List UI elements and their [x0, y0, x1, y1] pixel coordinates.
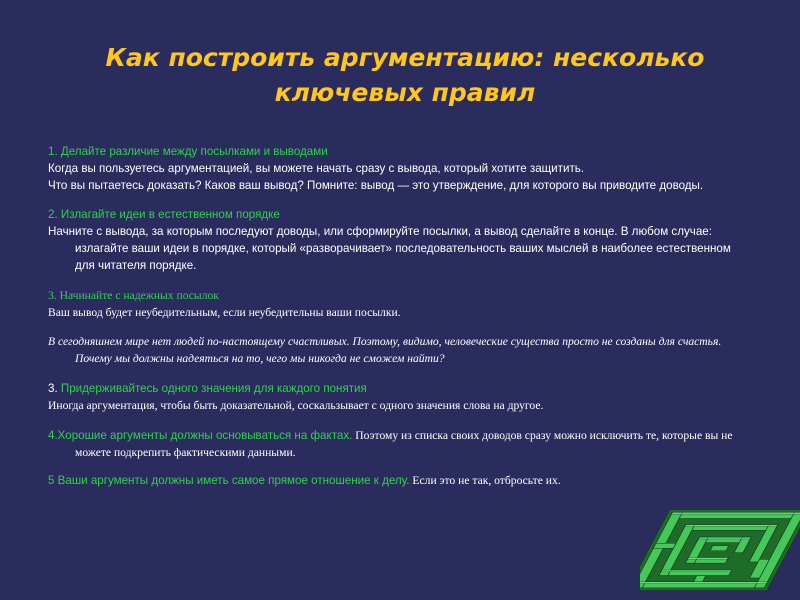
- slide-content: [48, 143, 738, 489]
- rule-1-heading: [48, 143, 738, 160]
- rule-6-heading: 5 Ваши аргументы должны иметь самое прямое отношение к делу.: [48, 474, 410, 487]
- rule-6-text: Если это не так, отбросьте их.: [409, 474, 561, 487]
- rule-1-paragraph-2: Что вы пытаетесь доказать? Каков ваш вывод? Помните: вывод — это утверждение, для которого вы приводите доводы.: [48, 179, 704, 192]
- rule-5-paragraph: [48, 427, 738, 461]
- rule-5-heading: 4.Хорошие аргументы должны основываться на фактах.: [48, 429, 353, 442]
- rule-1-paragraph-1: Когда вы пользуетесь аргументацией, вы можете начать сразу с вывода, который хотите защитить.: [48, 162, 585, 175]
- rule-4-number: 3.: [48, 382, 58, 395]
- rule-1-heading-text: Делайте различие между посылками и выводами: [57, 145, 328, 158]
- rule-2-heading: 2. Излагайте идеи в естественном порядке: [48, 208, 280, 221]
- rule-3-paragraph-2: В сегодняшнем мире нет людей по-настоящему счастливых. Поэтому, видимо, человеческие существа просто не созданы для счастья. Почему мы должны надеяться на то, чего мы никогда не сможем найти?: [48, 335, 722, 365]
- rule-1-number: 1.: [48, 145, 58, 158]
- rule-2-paragraph-1: Начните с вывода, за которым последуют доводы, или сформируйте посылки, а вывод сделайте в конце. В любом случае: излагайте ваши идеи в порядке, который «разворачивает» последовательность ваших мыслей в наиболее естественном для читателя порядке.: [48, 225, 731, 272]
- rule-5-text: Поэтому из списка своих доводов сразу можно исключить те, которые вы не можете подкрепить фактическими данными.: [75, 429, 733, 459]
- rule-4-paragraph-1: Иногда аргументация, чтобы быть доказательной, соскальзывает с одного значения слова на другое.: [48, 399, 544, 412]
- rule-3-paragraph-1: Ваш вывод будет неубедительным, если неубедительны ваши посылки.: [48, 306, 401, 319]
- slide-title: Как построить аргументацию: несколько ключевых правил: [105, 43, 705, 107]
- green-maze-icon: [640, 495, 800, 600]
- rule-6-paragraph: [48, 472, 738, 489]
- rule-4-heading-text: Придерживайтесь одного значения для каждого понятия: [57, 382, 367, 395]
- rule-4-heading: [48, 380, 738, 397]
- rule-3-heading: 3. Начинайте с надежных посылок: [48, 289, 219, 302]
